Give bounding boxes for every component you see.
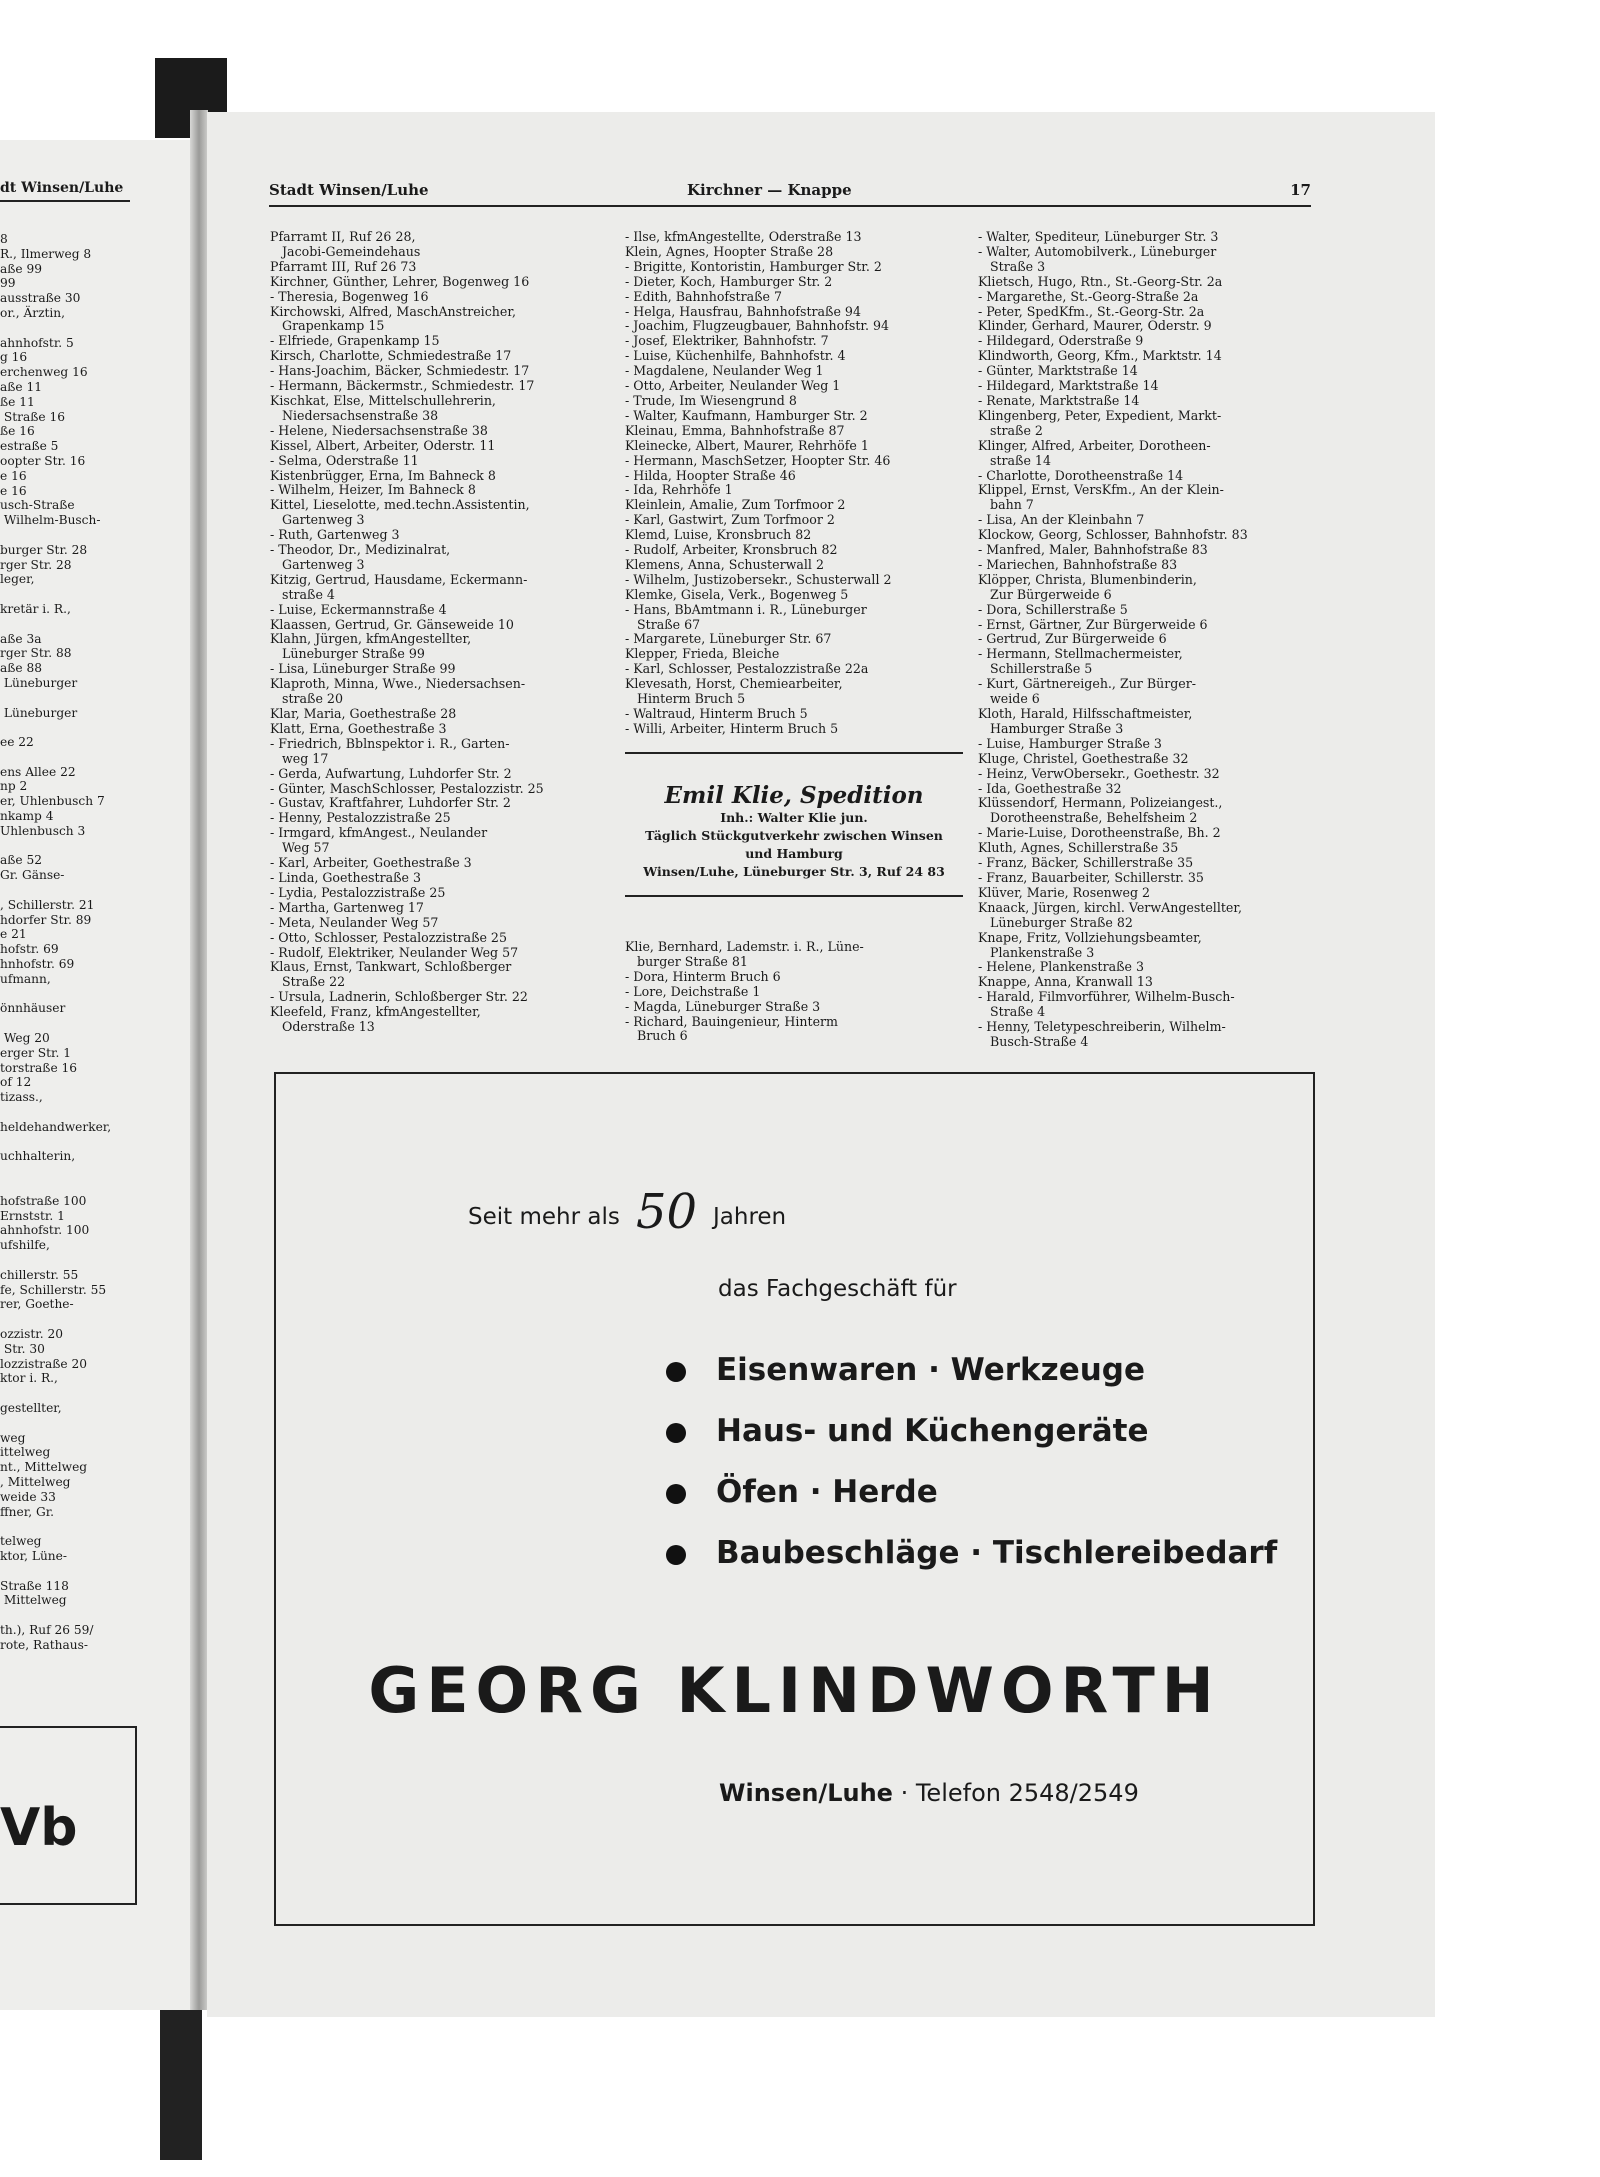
left-page-fragment [0, 140, 190, 2010]
klie-title: Emil Klie, Spedition [664, 782, 924, 809]
directory-column-3: - Walter, Spediteur, Lüneburger Str. 3 - Walter, Automobilverk., Lüneburger Straße 3 Klietsch, Hugo, Rtn., St.-Georg-Str. 2a - Margarethe, St.-Georg-Straße 2a - Peter, SpedKfm., St.-Georg-Str. 2a Klinder, Gerhard, Maurer, Oderstr. 9 - Hildegard, Oderstraße 9 Klindworth, Georg, Kfm., Marktstr. 14 - Günter, Marktstraße 14 - Hildegard, Marktstraße 14 - Renate, Marktstraße 14 Klingenberg, Peter, Expedient, Markt- straße 2 Klinger, Alfred, Arbeiter, Dorotheen- straße 14 - Charlotte, Dorotheenstraße 14 Klippel, Ernst, VersKfm., An der Klein- bahn 7 - Lisa, An der Kleinbahn 7 Klockow, Georg, Schlosser, Bahnhofstr. 83 - Manfred, Maler, Bahnhofstraße 83 - Mariechen, Bahnhofstraße 83 Klöpper, Christa, Blumenbinderin, Zur Bürgerweide 6 - Dora, Schillerstraße 5 - Ernst, Gärtner, Zur Bürgerweide 6 - Gertrud, Zur Bürgerweide 6 - Hermann, Stellmachermeister, Schillerstraße 5 - Kurt, Gärtnereigeh., Zur Bürger- weide 6 Kloth, Harald, Hilfsschaftmeister, Hamburger Straße 3 - Luise, Hamburger Straße 3 Kluge, Christel, Goethestraße 32 - Heinz, VerwObersekr., Goethestr. 32 - Ida, Goethestraße 32 Klüssendorf, Hermann, Polizeiangest., Dorotheenstraße, Behelfsheim 2 - Marie-Luise, Dorotheenstraße, Bh. 2 Kluth, Agnes, Schillerstraße 35 - Franz, Bäcker, Schillerstraße 35 - Franz, Bauarbeiter, Schillerstr. 35 Klüver, Marie, Rosenweg 2 Knaack, Jürgen, kirchl. VerwAngestellter, Lüneburger Straße 82 Knape, Fritz, Vollziehungsbeamter, Plankenstraße 3 - Helene, Plankenstraße 3 Knappe, Anna, Kranwall 13 - Harald, Filmvorführer, Wilhelm-Busch- Straße 4 - Henny, Teletypeschreiberin, Wilhelm- Busch-Straße 4 [978, 229, 1248, 1049]
header-range: Kirchner — Knappe [687, 181, 852, 199]
klie-advertisement [625, 752, 963, 897]
klindworth-advertisement: Seit mehr als 50 Jahren das Fachgeschäft für Eisenwaren · Werkzeuge Haus- und Küchengeräte Öfen · Herde Baubeschläge · Tischlereibedarf GEORG KLINDWORTH Winsen/Luhe · Telefon 2548/2549 [274, 1072, 1315, 1926]
ad-seit: Seit mehr als [468, 1204, 620, 1230]
ad-phone: · Telefon 2548/2549 [892, 1779, 1139, 1807]
directory-column-2-cont: Klie, Bernhard, Lademstr. i. R., Lüne- burger Straße 81 - Dora, Hinterm Bruch 6 - Lore, Deichstraße 1 - Magda, Lüneburger Straße 3 - Richard, Bauingenieur, Hinterm Bruch 6 [625, 939, 864, 1044]
bullet-icon [666, 1423, 686, 1443]
page-header [269, 179, 1311, 207]
ad-fachgeschaeft: das Fachgeschäft für [718, 1276, 957, 1302]
bullet-icon [666, 1545, 686, 1565]
directory-column-1: Pfarramt II, Ruf 26 28, Jacobi-Gemeindehaus Pfarramt III, Ruf 26 73 Kirchner, Günther, Lehrer, Bogenweg 16 - Theresia, Bogenweg 16 Kirchowski, Alfred, MaschAnstreicher, Grapenkamp 15 - Elfriede, Grapenkamp 15 Kirsch, Charlotte, Schmiedestraße 17 - Hans-Joachim, Bäcker, Schmiedestr. 17 - Hermann, Bäckermstr., Schmiedestr. 17 Kischkat, Else, Mittelschullehrerin, Niedersachsenstraße 38 - Helene, Niedersachsenstraße 38 Kissel, Albert, Arbeiter, Oderstr. 11 - Selma, Oderstraße 11 Kistenbrügger, Erna, Im Bahneck 8 - Wilhelm, Heizer, Im Bahneck 8 Kittel, Lieselotte, med.techn.Assistentin, Gartenweg 3 - Ruth, Gartenweg 3 - Theodor, Dr., Medizinalrat, Gartenweg 3 Kitzig, Gertrud, Hausdame, Eckermann- straße 4 - Luise, Eckermannstraße 4 Klaassen, Gertrud, Gr. Gänseweide 10 Klahn, Jürgen, kfmAngestellter, Lüneburger Straße 99 - Lisa, Lüneburger Straße 99 Klaproth, Minna, Wwe., Niedersachsen- straße 20 Klar, Maria, Goethestraße 28 Klatt, Erna, Goethestraße 3 - Friedrich, Bblnspektor i. R., Garten- weg 17 - Gerda, Aufwartung, Luhdorfer Str. 2 - Günter, MaschSchlosser, Pestalozzistr. 25 - Gustav, Kraftfahrer, Luhdorfer Str. 2 - Henny, Pestalozzistraße 25 - Irmgard, kfmAngest., Neulander Weg 57 - Karl, Arbeiter, Goethestraße 3 - Linda, Goethestraße 3 - Lydia, Pestalozzistraße 25 - Martha, Gartenweg 17 - Meta, Neulander Weg 57 - Otto, Schlosser, Pestalozzistraße 25 - Rudolf, Elektriker, Neulander Weg 57 Klaus, Ernst, Tankwart, Schloßberger Straße 22 - Ursula, Ladnerin, Schloßberger Str. 22 Kleefeld, Franz, kfmAngestellter, Oderstraße 13 [270, 229, 544, 1035]
ad-city: Winsen/Luhe [719, 1779, 893, 1807]
binding-shadow-bottom [160, 2010, 202, 2160]
ad-address [719, 1779, 1139, 1807]
klie-owner: Inh.: Walter Klie jun. [720, 810, 868, 825]
klie-service-2: und Hamburg [745, 846, 843, 861]
page-number: 17 [1290, 181, 1311, 199]
bullet-icon [666, 1362, 686, 1382]
page-spine [190, 110, 208, 2010]
ad-fifty: 50 [636, 1184, 698, 1240]
left-page-column: 8 R., Ilmerweg 8 aße 99 99 ausstraße 30 or., Ärztin, ahnhofstr. 5 g 16 erchenweg 16 aße 11 ße 11 Straße 16 ße 16 estraße 5 oopter Str. 16 e 16 e 16 usch-Straße Wilhelm-Busch- burger Str. 28 rger Str. 28 leger, kretär i. R., aße 3a rger Str. 88 aße 88 Lüneburger Lüneburger ee 22 ens Allee 22 np 2 er, Uhlenbusch 7 nkamp 4 Uhlenbusch 3 aße 52 Gr. Gänse- , Schillerstr. 21 hdorfer Str. 89 e 21 hofstr. 69 hnhofstr. 69 ufmann, önnhäuser Weg 20 erger Str. 1 torstraße 16 of 12 tizass., heldehandwerker, uchhalterin, hofstraße 100 Ernststr. 1 ahnhofstr. 100 ufshilfe, chillerstr. 55 fe, Schillerstr. 55 rer, Goethe- ozzistr. 20 Str. 30 lozzistraße 20 ktor i. R., gestellter, weg ittelweg nt., Mittelweg , Mittelweg weide 33 ffner, Gr. telweg ktor, Lüne- Straße 118 Mittelweg th.), Ruf 26 59/ rote, Rathaus- [0, 232, 112, 1652]
ad-jahren: Jahren [713, 1204, 787, 1230]
klie-service: Täglich Stückgutverkehr zwischen Winsen [645, 828, 943, 843]
klie-address: Winsen/Luhe, Lüneburger Str. 3, Ruf 24 83 [643, 864, 945, 879]
left-page-logo: Vb [0, 1798, 78, 1858]
bullet-icon [666, 1484, 686, 1504]
left-page-header: dt Winsen/Luhe [0, 180, 130, 202]
directory-column-2: - Ilse, kfmAngestellte, Oderstraße 13 Klein, Agnes, Hoopter Straße 28 - Brigitte, Kontoristin, Hamburger Str. 2 - Dieter, Koch, Hamburger Str. 2 - Edith, Bahnhofstraße 7 - Helga, Hausfrau, Bahnhofstraße 94 - Joachim, Flugzeugbauer, Bahnhofstr. 94 - Josef, Elektriker, Bahnhofstr. 7 - Luise, Küchenhilfe, Bahnhofstr. 4 - Magdalene, Neulander Weg 1 - Otto, Arbeiter, Neulander Weg 1 - Trude, Im Wiesengrund 8 - Walter, Kaufmann, Hamburger Str. 2 Kleinau, Emma, Bahnhofstraße 87 Kleinecke, Albert, Maurer, Rehrhöfe 1 - Hermann, MaschSetzer, Hoopter Str. 46 - Hilda, Hoopter Straße 46 - Ida, Rehrhöfe 1 Kleinlein, Amalie, Zum Torfmoor 2 - Karl, Gastwirt, Zum Torfmoor 2 Klemd, Luise, Kronsbruch 82 - Rudolf, Arbeiter, Kronsbruch 82 Klemens, Anna, Schusterwall 2 - Wilhelm, Justizobersekr., Schusterwall 2 Klemke, Gisela, Verk., Bogenweg 5 - Hans, BbAmtmann i. R., Lüneburger Straße 67 - Margarete, Lüneburger Str. 67 Klepper, Frieda, Bleiche - Karl, Schlosser, Pestalozzistraße 22a Klevesath, Horst, Chemiearbeiter, Hinterm Bruch 5 - Waltraud, Hinterm Bruch 5 - Willi, Arbeiter, Hinterm Bruch 5 [625, 229, 892, 736]
directory-page [207, 112, 1435, 2017]
ad-company-name: GEORG KLINDWORTH [368, 1654, 1221, 1727]
header-city: Stadt Winsen/Luhe [269, 181, 429, 199]
left-page-logo-box [0, 1726, 137, 1905]
